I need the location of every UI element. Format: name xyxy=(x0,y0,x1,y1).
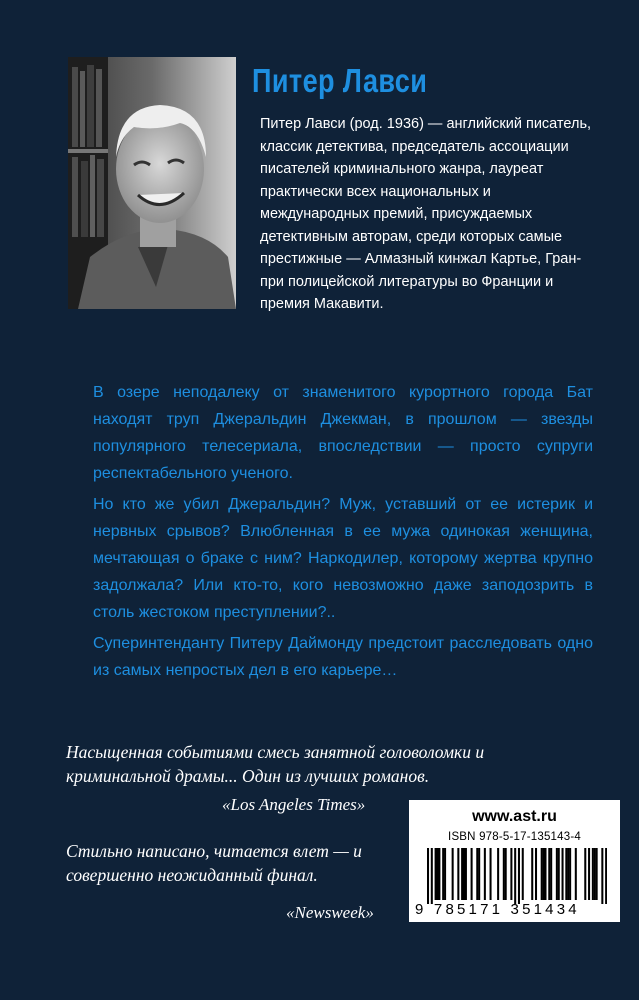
barcode-bar xyxy=(463,848,465,900)
barcode-bar xyxy=(556,848,558,900)
author-bio: Питер Лавси (род. 1936) — английский писатель, классик детектива, председатель ассоциации писателей криминального жанра, лауреат практически всех национальных и международных премий, присуждаемых детективным авторам, среди которых самые престижные — Алмазный кинжал Картье, Гран-при полицейской литературы во Франции и премия Макавити. xyxy=(260,116,592,312)
barcode-panel xyxy=(409,800,620,922)
barcode-bar xyxy=(444,848,446,900)
review-quote: Стильно написано, читается влет — и совершенно неожиданный финал. xyxy=(66,841,362,885)
author-name: Питер Лавси xyxy=(252,62,428,99)
isbn-label: ISBN 978-5-17-135143-4 xyxy=(448,831,581,843)
book-synopsis xyxy=(93,379,593,688)
barcode-bar xyxy=(497,848,499,900)
barcode-bar xyxy=(569,848,571,900)
barcode-bar xyxy=(505,848,507,900)
barcode-bar xyxy=(522,848,524,900)
barcode-bar xyxy=(565,848,567,900)
barcode-bar xyxy=(584,848,586,900)
barcode-bar xyxy=(484,848,486,900)
barcode-bar xyxy=(452,848,454,900)
barcode-bar xyxy=(465,848,467,900)
barcode-bar xyxy=(490,848,492,900)
review-source: «Newsweek» xyxy=(286,903,374,922)
barcode-bar xyxy=(436,848,438,900)
barcode-digits: 9 785171 351434 xyxy=(415,901,580,918)
review-source: «Los Angeles Times» xyxy=(222,795,366,814)
barcode-bar xyxy=(548,848,550,900)
barcode-bar xyxy=(544,848,546,900)
barcode-bar xyxy=(562,848,564,900)
synopsis-paragraph: В озере неподалеку от знаменитого курортного города Бат находят труп Джеральдин Джекман, в прошлом — звезды популярного телесериала, впоследствии — просто супруги респектабельного ученого. xyxy=(93,384,593,482)
barcode-bar xyxy=(567,848,569,900)
barcode-bar xyxy=(588,848,590,900)
barcode-bar xyxy=(431,848,433,904)
author-portrait-icon xyxy=(68,57,236,309)
barcode-bar xyxy=(510,848,512,900)
barcode-bar xyxy=(461,848,463,900)
barcode-bar xyxy=(535,848,537,900)
barcode-bar xyxy=(514,848,516,904)
barcode-bar xyxy=(427,848,429,904)
barcode-bar xyxy=(550,848,552,900)
barcode-bar xyxy=(435,848,437,900)
barcode-bar xyxy=(442,848,444,900)
publisher-url: www.ast.ru xyxy=(472,808,557,825)
synopsis-paragraph: Но кто же убил Джеральдин? Муж, уставший от ее истерик и нервных срывов? Влюбленная в ее мужа одинокая женщина, мечтающая о браке с ним? Наркодилер, которому жертва крупно задолжала? Или кто-то, кого невозможно даже заподозрить в столь жестоком преступлении?.. xyxy=(93,496,593,621)
barcode-bar xyxy=(471,848,473,900)
barcode-bar xyxy=(518,848,520,904)
review-quote: Насыщенная событиями смесь занятной головоломки и криминальной драмы... Один из лучших романов. xyxy=(66,742,485,786)
barcode-bar xyxy=(457,848,459,900)
barcode-bar xyxy=(575,848,577,900)
barcode-bar xyxy=(531,848,533,900)
barcode-bar xyxy=(594,848,596,900)
barcode-bar xyxy=(543,848,545,900)
synopsis-paragraph: Суперинтенданту Питеру Даймонду предстоит расследовать одно из самых непростых дел в его карьере… xyxy=(93,635,593,679)
barcode-bar xyxy=(541,848,543,900)
barcode-bar xyxy=(476,848,478,900)
barcode-bar xyxy=(478,848,480,900)
barcode-bar xyxy=(558,848,560,900)
barcode-bar xyxy=(438,848,440,900)
author-photo xyxy=(68,57,236,309)
barcode-bar xyxy=(592,848,594,900)
barcode-bar xyxy=(503,848,505,900)
barcode-icon xyxy=(427,848,607,904)
barcode-bar xyxy=(596,848,598,900)
barcode-bar xyxy=(601,848,603,904)
barcode-bar xyxy=(605,848,607,904)
